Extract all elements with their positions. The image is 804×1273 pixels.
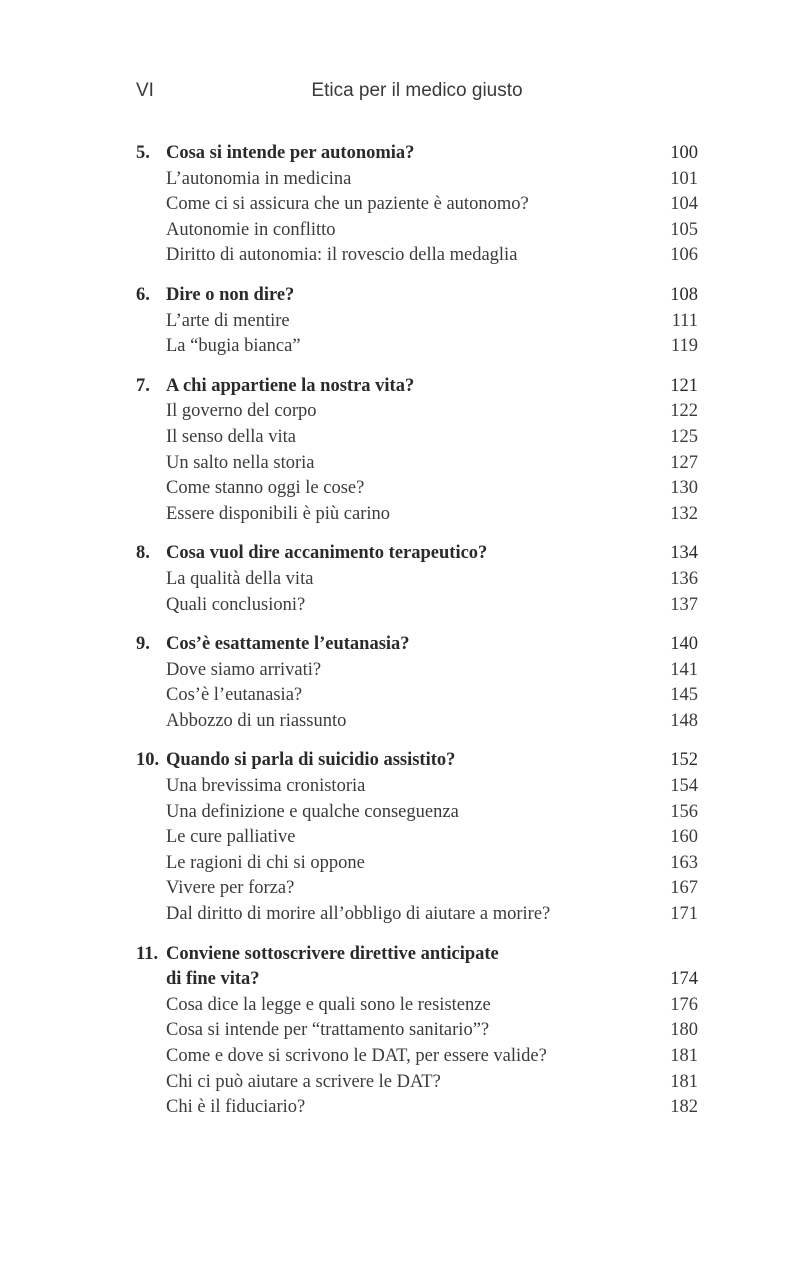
section-entry[interactable]: [136, 502, 698, 528]
section-page-number: 171: [670, 904, 698, 925]
running-title: Etica per il medico giusto: [311, 80, 523, 101]
chapter-page-number: 174: [670, 969, 698, 990]
section-title: Chi ci può aiutare a scrivere le DAT?: [166, 1071, 441, 1092]
toc-chapter: [136, 632, 698, 734]
section-entry[interactable]: [136, 309, 698, 335]
section-entry[interactable]: [136, 334, 698, 360]
section-entry[interactable]: [136, 1044, 698, 1070]
section-page-number: 119: [670, 336, 698, 357]
section-entry[interactable]: [136, 774, 698, 800]
section-entry[interactable]: [136, 243, 698, 269]
section-title: Cos’è l’eutanasia?: [166, 685, 303, 706]
chapter-heading[interactable]: [136, 541, 698, 567]
section-page-number: 104: [670, 194, 698, 215]
section-entry[interactable]: [136, 192, 698, 218]
section-title: Vivere per forza?: [166, 878, 295, 899]
section-page-number: 141: [670, 659, 698, 680]
section-title: Dal diritto di morire all’obbligo di aiutare a morire?: [166, 904, 551, 925]
section-entry[interactable]: [136, 876, 698, 902]
chapter-heading[interactable]: [136, 748, 698, 774]
chapter-title: Dire o non dire?: [166, 284, 295, 305]
section-page-number: 156: [670, 801, 698, 822]
section-page-number: 154: [670, 776, 698, 797]
section-title: Una brevissima cronistoria: [166, 776, 366, 797]
section-page-number: 176: [670, 994, 698, 1015]
section-title: L’autonomia in medicina: [166, 168, 352, 189]
section-entry[interactable]: [136, 851, 698, 877]
chapter-page-number: 152: [670, 750, 698, 771]
section-page-number: 136: [670, 568, 698, 589]
section-entry[interactable]: [136, 1018, 698, 1044]
section-page-number: 167: [670, 878, 698, 899]
section-title: La “bugia bianca”: [166, 336, 301, 357]
section-entry[interactable]: [136, 425, 698, 451]
chapter-heading[interactable]: [136, 942, 698, 968]
section-entry[interactable]: [136, 825, 698, 851]
section-page-number: 132: [670, 503, 698, 524]
chapter-page-number: 121: [670, 375, 698, 396]
section-entry[interactable]: [136, 218, 698, 244]
section-page-number: 101: [670, 168, 698, 189]
toc-chapter: [136, 942, 698, 1121]
chapter-number: 5.: [136, 143, 150, 163]
section-entry[interactable]: [136, 1070, 698, 1096]
section-title: Il governo del corpo: [166, 401, 317, 422]
toc-chapter: [136, 541, 698, 618]
section-entry[interactable]: [136, 800, 698, 826]
chapter-number: 8.: [136, 543, 150, 564]
section-entry[interactable]: [136, 683, 698, 709]
section-entry[interactable]: [136, 709, 698, 735]
toc-chapter: [136, 374, 698, 528]
page-folio: VI: [136, 80, 154, 101]
chapter-heading[interactable]: [136, 283, 698, 309]
section-entry[interactable]: [136, 902, 698, 928]
page-header: [136, 80, 698, 106]
chapter-number: 10.: [136, 750, 160, 771]
section-page-number: 137: [670, 594, 698, 615]
section-title: Un salto nella storia: [166, 452, 315, 473]
section-page-number: 111: [671, 310, 698, 331]
section-entry[interactable]: [136, 567, 698, 593]
section-entry[interactable]: [136, 993, 698, 1019]
section-title: La qualità della vita: [166, 568, 314, 589]
toc-chapter: [136, 283, 698, 360]
chapter-page-number: 140: [670, 634, 698, 655]
section-page-number: 145: [670, 685, 698, 706]
section-page-number: 181: [670, 1071, 698, 1092]
section-page-number: 160: [670, 827, 698, 848]
chapter-number: 11.: [136, 943, 159, 964]
section-title: Le ragioni di chi si oppone: [166, 852, 365, 873]
section-title: Essere disponibili è più carino: [166, 503, 391, 524]
section-page-number: 105: [670, 219, 698, 240]
toc-chapter: [136, 748, 698, 927]
section-title: Autonomie in conflitto: [166, 219, 336, 240]
section-title: Chi è il fiduciario?: [166, 1097, 306, 1118]
chapter-title: Cos’è esattamente l’eutanasia?: [166, 634, 410, 655]
section-page-number: 130: [670, 478, 698, 499]
section-page-number: 148: [670, 710, 698, 731]
chapter-title-line2: di fine vita?: [166, 969, 260, 990]
section-page-number: 163: [670, 852, 698, 873]
section-page-number: 106: [670, 245, 698, 266]
chapter-heading[interactable]: [136, 141, 698, 167]
chapter-number: 9.: [136, 634, 150, 655]
section-title: Cosa dice la legge e quali sono le resistenze: [166, 994, 491, 1015]
section-title: L’arte di mentire: [166, 310, 290, 331]
section-page-number: 122: [670, 401, 698, 422]
chapter-title: Quando si parla di suicidio assistito?: [166, 750, 456, 771]
section-title: Il senso della vita: [166, 426, 296, 447]
chapter-heading[interactable]: [136, 374, 698, 400]
section-title: Una definizione e qualche conseguenza: [166, 801, 459, 822]
chapter-number: 7.: [136, 375, 150, 396]
section-entry[interactable]: [136, 399, 698, 425]
section-title: Come e dove si scrivono le DAT, per essere valide?: [166, 1046, 547, 1066]
chapter-title: Conviene sottoscrivere direttive anticipate: [166, 943, 499, 964]
section-title: Come stanno oggi le cose?: [166, 478, 365, 499]
section-entry[interactable]: [136, 658, 698, 684]
chapter-title: Cosa si intende per autonomia?: [166, 143, 415, 163]
section-title: Cosa si intende per “trattamento sanitario”?: [166, 1020, 490, 1041]
section-entry[interactable]: [136, 476, 698, 502]
section-title: Come ci si assicura che un paziente è autonomo?: [166, 194, 529, 215]
section-entry[interactable]: [136, 1095, 698, 1121]
chapter-page-number: 134: [670, 543, 698, 564]
section-title: Dove siamo arrivati?: [166, 659, 322, 680]
section-page-number: 180: [670, 1020, 698, 1041]
section-page-number: 125: [670, 426, 698, 447]
chapter-title: A chi appartiene la nostra vita?: [166, 375, 415, 396]
section-title: Abbozzo di un riassunto: [166, 710, 347, 731]
section-page-number: 181: [670, 1046, 698, 1066]
section-title: Le cure palliative: [166, 827, 296, 848]
section-entry[interactable]: [136, 167, 698, 193]
section-title: Quali conclusioni?: [166, 594, 306, 615]
section-entry[interactable]: [136, 451, 698, 477]
table-of-contents: [136, 141, 698, 1135]
chapter-page-number: 108: [670, 284, 698, 305]
chapter-title: Cosa vuol dire accanimento terapeutico?: [166, 543, 488, 564]
toc-chapter: [136, 141, 698, 269]
section-page-number: 182: [670, 1097, 698, 1118]
chapter-heading[interactable]: [136, 632, 698, 658]
section-title: Diritto di autonomia: il rovescio della medaglia: [166, 245, 518, 266]
section-entry[interactable]: [136, 593, 698, 619]
section-page-number: 127: [670, 452, 698, 473]
chapter-number: 6.: [136, 284, 150, 305]
chapter-heading-continued[interactable]: [136, 967, 698, 993]
chapter-page-number: 100: [670, 143, 698, 163]
